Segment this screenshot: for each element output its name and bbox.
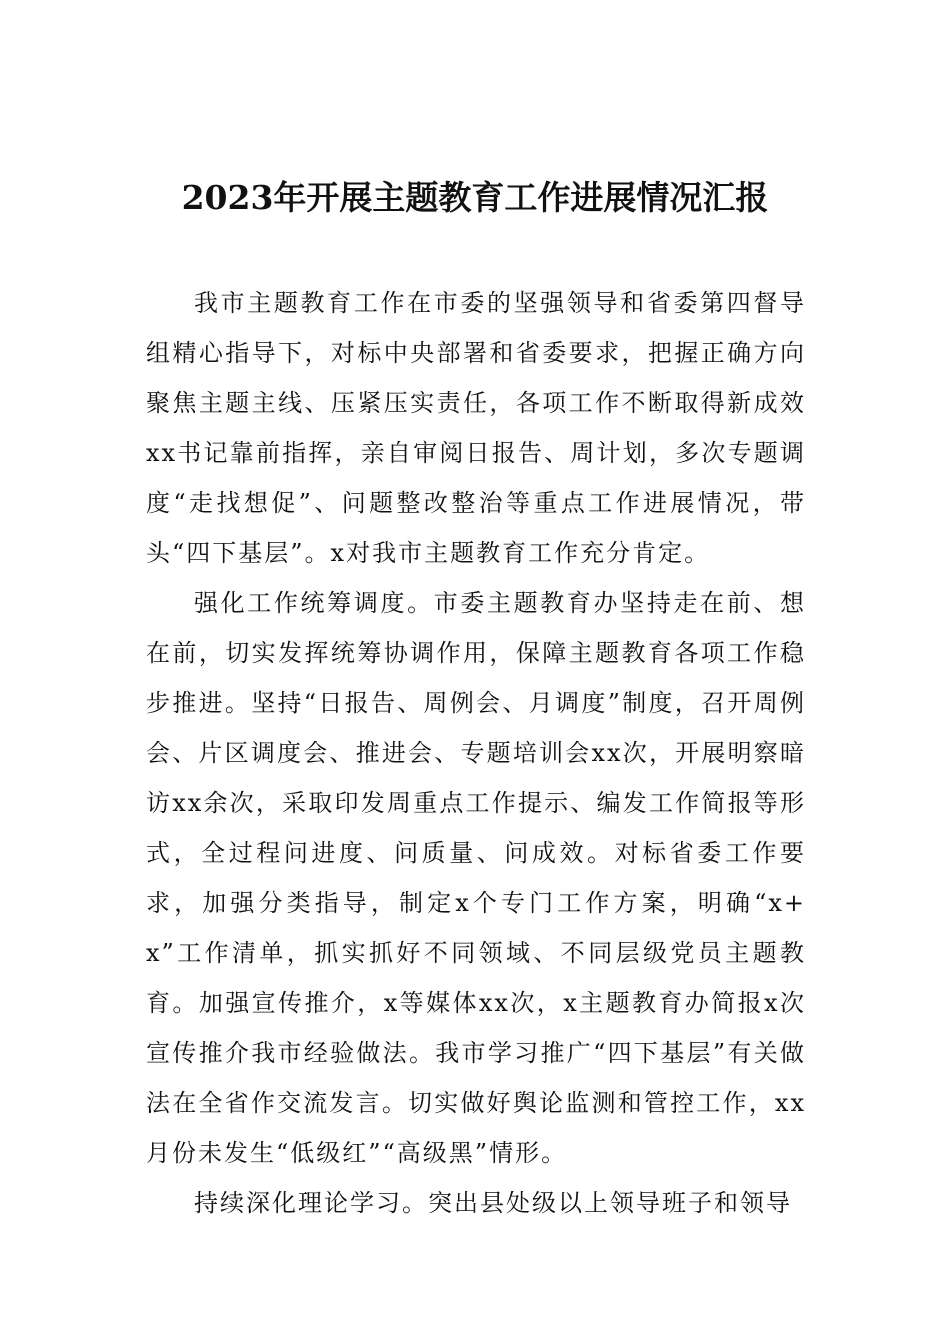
paragraph-2: 强化工作统筹调度。市委主题教育办坚持走在前、想在前，切实发挥统筹协调作用，保障主题教育各项工作稳步推进。坚持“日报告、周例会、月调度”制度，召开周例会、片区调度会、推进会、专题培训会xx次，开展明察暗访xx余次，采取印发周重点工作提示、编发工作简报等形式，全过程问进度、问质量、问成效。对标省委工作要求，加强分类指导，制定x个专门工作方案，明确“x+x”工作清单，抓实抓好不同领域、不同层级党员主题教育。加强宣传推介，x等媒体xx次，x主题教育办简报x次宣传推介我市经验做法。我市学习推广“四下基层”有关做法在全省作交流发言。切实做好舆论监测和管控工作，xx月份未发生“低级红”“高级黑”情形。: [146, 589, 806, 1167]
document-body: [146, 278, 806, 1228]
document-title: 2023年开展主题教育工作进展情况汇报: [181, 178, 769, 217]
paragraph-1: 我市主题教育工作在市委的坚强领导和省委第四督导组精心指导下，对标中央部署和省委要求，把握正确方向聚焦主题主线、压紧压实责任，各项工作不断取得新成效xx书记靠前指挥，亲自审阅日报告、周计划，多次专题调度“走找想促”、问题整改整治等重点工作进展情况，带头“四下基层”。x对我市主题教育工作充分肯定。: [146, 289, 806, 567]
paragraph-3: 持续深化理论学习。突出县处级以上领导班子和领导: [194, 1189, 792, 1217]
